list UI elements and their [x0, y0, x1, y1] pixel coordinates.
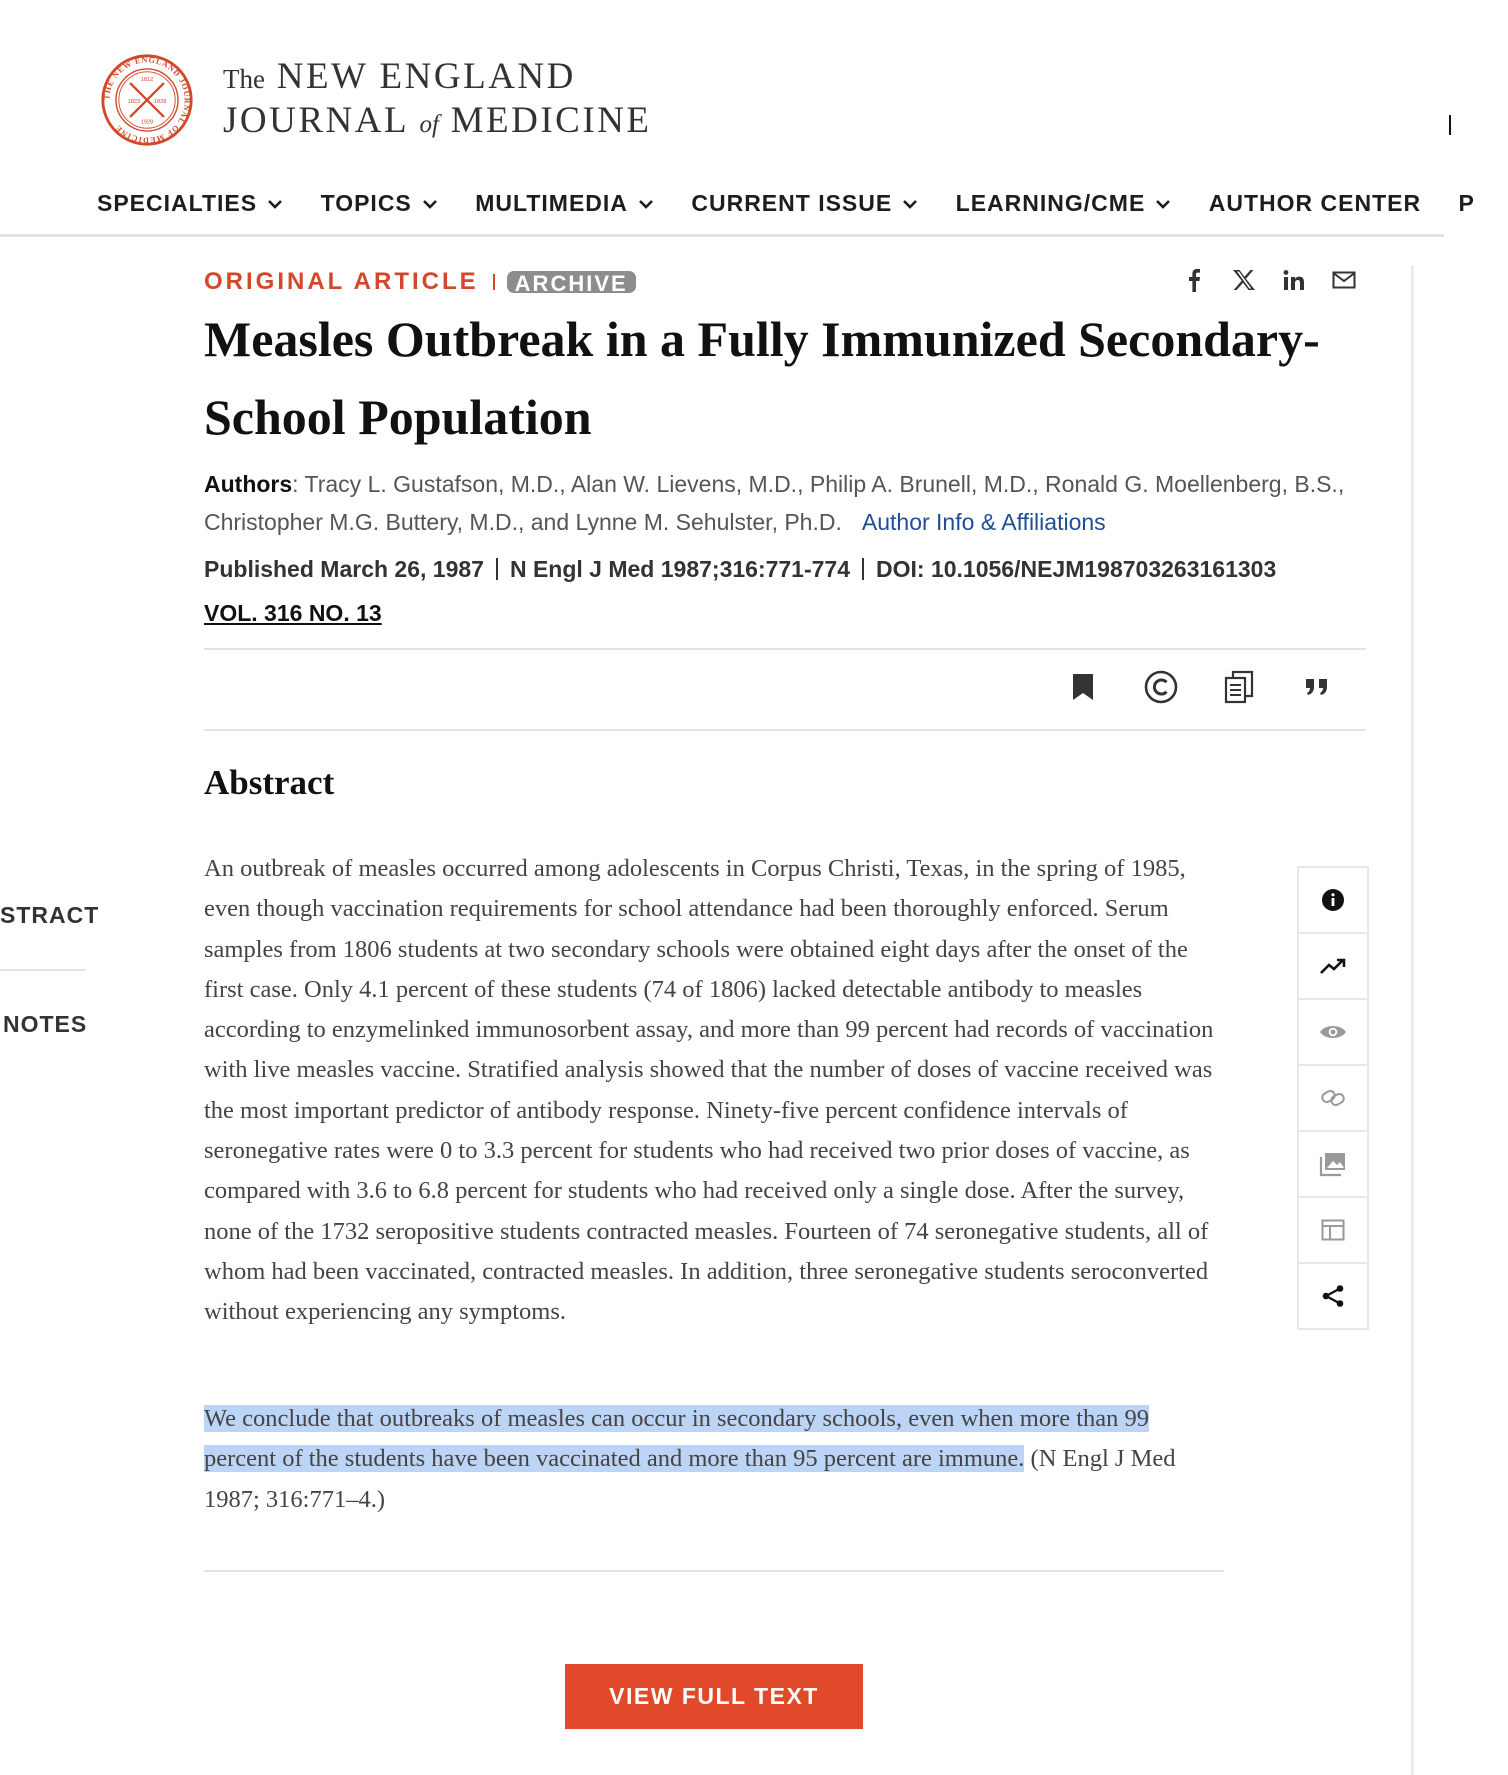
main-nav [97, 190, 1475, 232]
kicker-separator [493, 274, 495, 290]
share-button[interactable] [1299, 1264, 1367, 1328]
bookmark-icon[interactable] [1064, 668, 1102, 706]
masthead-journal: JOURNAL [223, 100, 408, 141]
masthead-the: The [223, 64, 265, 94]
toc-notes-link[interactable]: NOTES [3, 1011, 88, 1037]
content-right-border [1411, 265, 1414, 1775]
trend-icon [1319, 957, 1347, 975]
abstract-paragraph-2 [204, 1399, 1224, 1520]
seal-ring-text: THE NEW ENGLAND JOURNAL OF MEDICINE [102, 55, 192, 145]
nav-multimedia[interactable]: MULTIMEDIA [475, 190, 654, 217]
link-button[interactable] [1299, 1066, 1367, 1132]
info-button[interactable] [1299, 868, 1367, 934]
text-cursor [1449, 115, 1451, 135]
chevron-down-icon [267, 196, 283, 212]
share-bar [1180, 266, 1358, 294]
author-info-affiliations-link[interactable]: Author Info & Affiliations [861, 509, 1106, 535]
figures-button[interactable] [1299, 1132, 1367, 1198]
abstract-end-divider [204, 1570, 1224, 1572]
authors-block [204, 465, 1354, 541]
copy-icon[interactable] [1220, 668, 1258, 706]
article-type-label: ORIGINAL ARTICLE [204, 268, 479, 295]
seal-year-top: 1812 [140, 77, 154, 84]
abstract-paragraph-1: An outbreak of measles occurred among adolescents in Corpus Christi, Texas, in the spring of 1985, even though vaccination requirements for school attendance had been thoroughly enforced. Serum samples from 1806 students at two secondary schools were obtained eight days after the onset of the first case. Only 4.1 percent of these students (74 of 1806) lacked detectable antibody to measles according to enzymelinked immunosorbent assay, and more than 99 percent had records of vaccination with live measles vaccine. Stratified analysis showed that the number of doses of vaccine received was the most important predictor of antibody response. Ninety-five percent confidence intervals of seronegative rates were 0 to 3.3 percent for students who had received two prior doses of vaccine, as compared with 3.6 to 6.8 percent for students who had received only a single dose. After the survey, none of the 1732 seropositive students contracted measles. Fourteen of 74 seronegative students, all of whom had been vaccinated, contracted measles. In addition, three seronegative students seroconverted without experiencing any symptoms. [204, 855, 1214, 1326]
toc-abstract-link[interactable]: STRACT [0, 902, 100, 928]
view-full-text-button[interactable]: VIEW FULL TEXT [565, 1664, 863, 1729]
linkedin-icon[interactable] [1280, 266, 1308, 294]
nav-specialties[interactable]: SPECIALTIES [97, 190, 283, 217]
toc-divider [0, 969, 86, 971]
nav-topics[interactable]: TOPICS [321, 190, 438, 217]
toolbar-top-divider [204, 648, 1366, 650]
nav-current-issue[interactable]: CURRENT ISSUE [691, 190, 918, 217]
selected-text-highlight[interactable]: We conclude that outbreaks of measles can occur in secondary schools, even when more than 99 percent of the students have been vaccinated and more than 95 percent are immune. [204, 1405, 1150, 1473]
info-icon [1321, 888, 1345, 912]
email-icon[interactable] [1330, 266, 1358, 294]
x-icon[interactable] [1230, 266, 1258, 294]
chevron-down-icon [422, 196, 438, 212]
share-icon [1321, 1284, 1345, 1308]
table-icon [1321, 1219, 1345, 1241]
seal-year-right: 1828 [153, 98, 167, 105]
abstract-heading: Abstract [204, 763, 335, 802]
chevron-down-icon [1155, 196, 1171, 212]
article-kicker [204, 268, 636, 296]
chevron-down-icon [638, 196, 654, 212]
authors-label: Authors [204, 471, 293, 497]
link-icon [1320, 1087, 1346, 1109]
facebook-icon[interactable] [1180, 266, 1208, 294]
archive-badge: ARCHIVE [507, 271, 636, 293]
seal-year-bottom: 1928 [140, 119, 154, 126]
publication-info [204, 556, 1404, 583]
quote-icon[interactable] [1298, 668, 1336, 706]
doi: DOI: 10.1056/NEJM198703263161303 [876, 556, 1277, 582]
journal-citation: N Engl J Med 1987;316:771-774 [509, 556, 851, 582]
nav-author-center[interactable]: AUTHOR CENTER [1208, 190, 1422, 216]
article-toolbar [1064, 668, 1336, 706]
published-date: Published March 26, 1987 [204, 556, 484, 582]
copyright-icon[interactable] [1142, 668, 1180, 706]
images-icon [1320, 1152, 1346, 1176]
eye-icon [1319, 1023, 1347, 1041]
view-button[interactable] [1299, 1000, 1367, 1066]
masthead-new-england: NEW ENGLAND [276, 56, 576, 97]
masthead-of: of [419, 111, 439, 138]
authors-list: : Tracy L. Gustafson, M.D., Alan W. Lievens, M.D., Philip A. Brunell, M.D., Ronald G. Moellenberg, B.S., Christopher M.G. Buttery, M.D., and Lynne M. Sehulster, Ph.D. [204, 471, 1345, 535]
article-title: Measles Outbreak in a Fully Immunized Secondary-School Population [204, 311, 1320, 445]
abstract-citation: (N Engl J Med 1987; 316:771–4.) [204, 1445, 1176, 1513]
nav-item-truncated[interactable]: P [1458, 190, 1475, 216]
pubinfo-separator [496, 558, 498, 580]
article-tools-rail [1297, 866, 1369, 1330]
metrics-button[interactable] [1299, 934, 1367, 1000]
seal-year-left: 1823 [127, 98, 141, 105]
chevron-down-icon [902, 196, 918, 212]
masthead-medicine: MEDICINE [450, 100, 652, 141]
pubinfo-separator [862, 558, 864, 580]
nejm-seal-logo[interactable] [100, 53, 194, 147]
tables-button[interactable] [1299, 1198, 1367, 1264]
masthead-wordmark[interactable] [223, 56, 652, 146]
toolbar-bottom-divider [204, 729, 1366, 731]
nav-divider [0, 234, 1444, 237]
volume-issue-link[interactable]: VOL. 316 NO. 13 [204, 600, 382, 626]
nav-learning-cme[interactable]: LEARNING/CME [956, 190, 1172, 217]
